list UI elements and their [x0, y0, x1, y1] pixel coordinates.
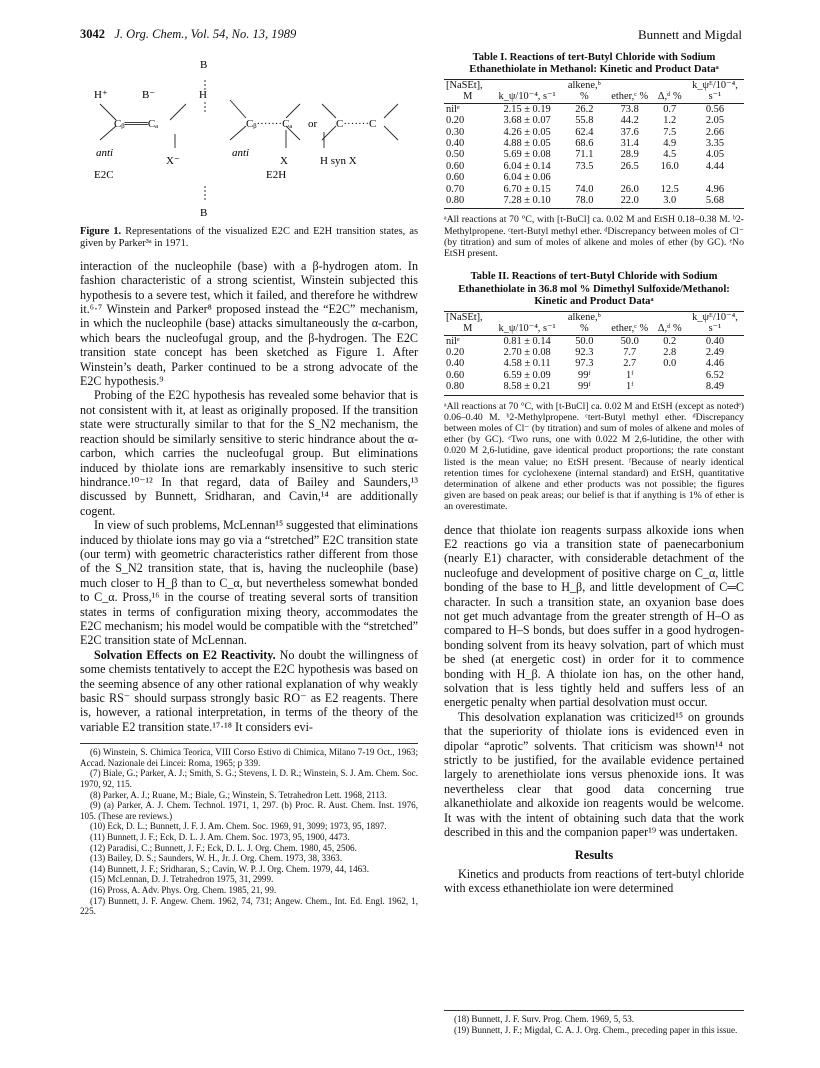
figure-1-drawing	[80, 52, 418, 222]
left-paragraph-1: interaction of the nucleophile (base) with a β-hydrogen atom. In fashion characteristic of a strong scientist, Winstein subjected this hypothesis to a severe test, which it failed, and therefore he withdrew it.⁶·⁷ Winstein and Parker⁸ proposed instead the “E2C” mechanism, in which the nucleophile (base) attacks simultaneously the α-carbon, which bears the nucleofugal group, and the β-hydrogen. The E2C transition state concept has been sketched as Figure 1. After Winstein’s death, Parker continued to be a strong advocate of the E2C hypothesis.⁹	[80, 258, 418, 389]
table-cell: 2.15 ± 0.19	[503, 103, 551, 115]
table-cell	[654, 381, 686, 395]
table-1-header: s⁻¹	[686, 91, 744, 103]
table-cell: 78.0	[563, 195, 606, 209]
table-1-header: [NaSEt],	[444, 79, 491, 91]
running-header	[80, 27, 742, 43]
table-cell: 4.05	[705, 149, 725, 161]
table-cell: 99ᶠ	[563, 381, 606, 395]
table-cell: 0.20	[446, 115, 465, 127]
left-paragraph-3: In view of such problems, McLennan¹⁵ suggested that eliminations induced by thiolate ions may go via a “stretched” E2C transition state (our term) with geometric characteristics rather different from those of the S_N2 transition state, that is, having the nucleophile (base) much closer to H_β than to C_α, but nevertheless somewhat bonded to C_α. Pross,¹⁶ in the course of treating several sorts of transition states in terms of configuration mixing theory, accommodates the E2C mechanism; his model would be compatible with the “stretched” E2C transition state of McLennan.	[80, 518, 418, 648]
table-cell: 0.7	[663, 103, 677, 115]
figure-1-caption-text: Representations of the visualized E2C and E2H transition states, as given by Parker³ᵃ in 1971.	[80, 226, 418, 250]
table-row	[444, 335, 744, 347]
table-cell: 99ᶠ	[578, 369, 591, 381]
table-cell: 22.0	[606, 195, 654, 209]
reference-item: (9) (a) Parker, A. J. Chem. Technol. 1971, 1, 297. (b) Proc. R. Aust. Chem. Inst. 1976, 105. (These are reviews.)	[80, 800, 418, 821]
table-cell: 1ᶠ	[626, 369, 634, 381]
table-cell: 4.26 ± 0.05	[503, 126, 551, 138]
table-cell: 7.7	[623, 346, 637, 358]
table-cell: 0.40	[446, 358, 465, 370]
table-2-header	[654, 311, 686, 323]
table-row	[444, 161, 744, 172]
table-cell: 0.50	[446, 149, 465, 161]
table-cell: nilᵉ	[446, 103, 460, 115]
table-cell: 4.44	[705, 160, 725, 172]
journal-citation: J. Org. Chem., Vol. 54, No. 13, 1989	[114, 27, 297, 41]
results-heading: Results	[574, 847, 614, 862]
table-row	[444, 103, 744, 115]
figure-1	[80, 52, 418, 222]
reference-item: (8) Parker, A. J.; Ruane, M.; Biale, G.; Winstein, S. Tetrahedron Lett. 1968, 2113.	[90, 789, 387, 800]
table-2-header: %	[563, 323, 606, 335]
table-row	[444, 184, 744, 195]
reference-item: (11) Bunnett, J. F.; Eck, D. L. J. Am. Chem. Soc. 1973, 95, 1900, 4473.	[90, 831, 350, 842]
table-cell: 4.46	[705, 358, 725, 370]
figure-1-caption	[80, 226, 418, 251]
table-cell: 2.49	[705, 346, 725, 358]
table-cell: 26.0	[620, 183, 639, 195]
fig-label-c-c: C·······C	[336, 118, 377, 130]
table-cell: 0.81 ± 0.14	[503, 335, 551, 347]
table-2-header: [NaSEt],	[444, 311, 491, 323]
table-1-header: k_ψ/10⁻⁴, s⁻¹	[491, 91, 562, 103]
reference-item: (10) Eck, D. L.; Bunnett, J. F. J. Am. Chem. Soc. 1969, 91, 3099; 1973, 95, 1897.	[90, 821, 387, 832]
reference-item: (18) Bunnett, J. F. Surv. Prog. Chem. 1969, 5, 53.	[454, 1014, 635, 1024]
table-cell: 26.5	[620, 160, 639, 172]
table-cell: 26.2	[575, 103, 594, 115]
table-row	[444, 347, 744, 358]
table-2-title: Table II. Reactions of tert-Butyl Chloride with Sodium Ethanethiolate in 36.8 mol % Dimethyl Sulfoxide/Methanol: Kinetic and Product Dataᵃ	[458, 271, 730, 308]
table-cell: 2.66	[705, 126, 725, 138]
figure-1-caption-label: Figure 1.	[80, 226, 122, 237]
table-cell: 6.04 ± 0.06	[503, 172, 551, 184]
left-paragraph-2: Probing of the E2C hypothesis has revealed some behavior that is not consistent with it, at least as originally proposed. If the transition state were structurally similar to that for the S_N2 mechanism, the reaction should be similarly sensitive to steric hindrance about the α-carbon, which carries the nucleofugal group. But eliminations induced by thiolate ions are remarkably insensitive to such steric hindrance.¹⁰⁻¹² In that regard, data of Bailey and Saunders,¹³ discussed by Bunnett, Sridharan, and Cavin,¹⁴ are additionally cogent.	[80, 388, 418, 518]
table-row	[444, 172, 744, 183]
fig-label-or: or	[308, 118, 318, 130]
table-1-header	[654, 79, 686, 91]
table-2-body	[444, 335, 744, 395]
table-cell: 50.0	[620, 335, 639, 347]
table-cell: 8.58 ± 0.21	[491, 381, 562, 395]
fig-label-h-plus: H⁺	[94, 89, 108, 101]
table-cell: 74.0	[575, 183, 594, 195]
table-1-header: Δ,ᵈ %	[654, 91, 686, 103]
table-cell: 0.80	[444, 381, 491, 395]
table-row	[444, 358, 744, 369]
reference-item: (16) Pross, A. Adv. Phys. Org. Chem. 1985, 21, 99.	[90, 884, 277, 895]
table-cell: 7.28 ± 0.10	[491, 195, 562, 209]
table-cell: 2.8	[663, 346, 677, 358]
table-row	[444, 195, 744, 209]
table-1-header: k_ψᴱ/10⁻⁴,	[686, 79, 744, 91]
table-2-header	[491, 311, 562, 323]
table-cell: 28.9	[620, 149, 639, 161]
table-cell: nilᵉ	[446, 335, 460, 347]
fig-label-cb-ca-double: Cᵦ═══Cₐ	[114, 118, 159, 130]
table-cell: 55.8	[575, 115, 594, 127]
table-cell: 0.40	[446, 138, 465, 150]
table-cell: 8.49	[686, 381, 744, 395]
table-cell: 73.5	[575, 160, 594, 172]
table-1-body	[444, 103, 744, 209]
table-cell: 0.56	[705, 103, 725, 115]
table-cell: 3.0	[654, 195, 686, 209]
left-references	[80, 743, 418, 917]
table-1-header: M	[444, 91, 491, 103]
table-cell: 3.68 ± 0.07	[503, 115, 551, 127]
table-cell: 44.2	[620, 115, 639, 127]
reference-item: (17) Bunnett, J. F. Angew. Chem. 1962, 74, 731; Angew. Chem., Int. Ed. Engl. 1962, 1, 225.	[80, 895, 418, 917]
table-cell	[606, 172, 654, 183]
fig-label-h-top: H	[199, 89, 207, 101]
table-2-header: k_ψᴱ/10⁻⁴,	[686, 311, 744, 323]
table-2-header: Δ,ᵈ %	[654, 323, 686, 335]
fig-label-h-syn-x: H syn X	[320, 155, 357, 167]
table-cell: 4.5	[663, 149, 677, 161]
fig-label-b-top: B	[200, 59, 208, 71]
table-cell: 12.5	[660, 183, 679, 195]
table-cell: 6.04 ± 0.14	[503, 160, 551, 172]
table-cell: 62.4	[575, 126, 594, 138]
table-cell: 2.70 ± 0.08	[503, 346, 551, 358]
reference-item: (14) Bunnett, J. F.; Sridharan, S.; Cavin, W. P. J. Org. Chem. 1979, 44, 1463.	[90, 863, 369, 874]
fig-label-x: X	[280, 155, 288, 167]
table-cell: 0.20	[446, 346, 465, 358]
table-cell: 0.60	[446, 172, 465, 184]
fig-label-x-minus: X⁻	[166, 155, 180, 167]
left-column	[80, 52, 418, 917]
table-1-header	[606, 79, 654, 91]
table-cell: 0.40	[705, 335, 725, 347]
table-cell: 4.58 ± 0.11	[503, 358, 551, 370]
table-2-header: s⁻¹	[686, 323, 744, 335]
left-paragraph-4	[80, 648, 418, 734]
right-references	[444, 1010, 744, 1035]
table-cell: 5.69 ± 0.08	[503, 149, 551, 161]
table-1	[444, 79, 744, 210]
table-cell: 73.8	[620, 103, 639, 115]
table-cell: 0.30	[446, 126, 465, 138]
table-row	[444, 138, 744, 149]
table-row	[444, 381, 744, 395]
table-2-header: M	[444, 323, 491, 335]
table-cell: 7.5	[663, 126, 677, 138]
section-heading-solvation: Solvation Effects on E2 Reactivity.	[94, 647, 276, 662]
table-cell: 31.4	[620, 138, 639, 150]
table-cell: 0.2	[663, 335, 677, 347]
table-cell	[563, 172, 606, 183]
table-cell: 3.35	[705, 138, 725, 150]
table-cell: 16.0	[660, 160, 679, 172]
table-2-notes: ᵃAll reactions at 70 °C, with [t-BuCl] ca. 0.02 M and EtSH (except as notedᵉ) 0.06–0.40 M. ᵇ2-Methylpropene. ᶜtert-Butyl methyl ether. ᵈDiscrepancy between moles of Cl⁻ (by titration) and sum of moles of alkene and moles of ether (by GC). ᵉTwo runs, one with 0.022 M 2,6-lutidine, the other with 0.020 M 2,6-lutidine, gave identical product proportions; the rate constant listed is the mean value; no EtSH present. ᶠBecause of nearly identical retention times for cyclohexene (internal standard) and EtSH, quantitative determination of alkene and ether products was not possible; the figures given are based on peak areas; our belief is that if anything is 1% of ether is an overestimate.	[444, 400, 744, 513]
table-cell: 97.3	[575, 358, 594, 370]
table-1-notes: ᵃAll reactions at 70 °C, with [t-BuCl] ca. 0.02 M and EtSH 0.18–0.38 M. ᵇ2-Methylpropene. ᶜtert-Butyl methyl ether. ᵈDiscrepancy between moles of Cl⁻ (by titration) and sum of moles of alkene and moles of ether (by GC). ᵉNo EtSH present.	[444, 214, 744, 260]
right-paragraph-1: dence that thiolate ion reagents surpass alkoxide ions when E2 reactions go via a transition state of paenecarbonium (nearly E1) character, with considerable detachment of the nucleofuge and development of positive charge on C_α, little bonding of the base to H_β, and little development of C═C character. In such a transition state, an oxyanion base does not get much advantage from the greater strength of H–O as compared to H–S bonds, but does suffer in a good hydrogen-bonding solvent from its heavy solvation, part of which must be shed (at energetic cost) in order for it to commence bonding with H_β. A thiolate ion has, on the other hand, solvation that is less tightly held and suffers less of an energetic penalty when partial desolvation must occur.	[444, 522, 744, 710]
table-cell: 71.1	[575, 149, 594, 161]
table-cell: 37.6	[620, 126, 639, 138]
table-row	[444, 115, 744, 126]
right-column	[444, 52, 744, 895]
table-2-header: alkene,ᵇ	[563, 311, 606, 323]
reference-item: (12) Paradisi, C.; Bunnett, J. F.; Eck, D. L. J. Org. Chem. 1980, 45, 2506.	[90, 842, 357, 853]
table-cell: 4.96	[705, 183, 725, 195]
right-paragraph-2: This desolvation explanation was criticized¹⁵ on grounds that the superiority of thiolate ions is evidenced even in dipolar “aprotic” solvents. That criticism was shown¹⁴ not strictly to be justified, for the available evidence pertained largely to arenethiolate ions versus phenoxide ions. It was nevertheless clear that good data concerning true alkanethiolate and alkoxide ion reagents would be welcome. It was with the intent of obtaining such data that the work described in this and the companion paper¹⁹ was undertaken.	[444, 709, 744, 840]
table-cell: 6.59 ± 0.09	[503, 369, 551, 381]
table-1-header: alkene,ᵇ	[563, 79, 606, 91]
table-1-title: Table I. Reactions of tert-Butyl Chloride with Sodium Ethanethiolate in Methanol: Kinetic and Product Dataᵃ	[469, 52, 719, 76]
fig-label-e2h: E2H	[266, 169, 287, 181]
table-cell: 5.68	[686, 195, 744, 209]
table-cell: 0.60	[446, 160, 465, 172]
table-cell: 1.2	[663, 115, 677, 127]
table-row	[444, 149, 744, 160]
table-cell: 0.70	[446, 183, 465, 195]
reference-item: (6) Winstein, S. Chimica Teorica, VIII Corso Estivo di Chimica, Milano 7-19 Oct., 1963; Accad. Nazionale dei Lincei: Roma, 1965; p 339.	[80, 747, 418, 768]
page-number: 3042	[80, 27, 105, 41]
table-cell	[686, 172, 744, 183]
table-cell	[654, 370, 686, 381]
table-cell: 6.70 ± 0.15	[503, 183, 551, 195]
fig-label-cb-ca-partial: Cᵦ·······Cₐ	[246, 118, 293, 130]
table-row	[444, 127, 744, 138]
table-1-header: %	[563, 91, 606, 103]
reference-item: (13) Bailey, D. S.; Saunders, W. H., Jr. J. Org. Chem. 1973, 38, 3363.	[90, 853, 343, 864]
table-2	[444, 311, 744, 396]
table-1-header	[491, 79, 562, 91]
table-cell: 92.3	[575, 346, 594, 358]
fig-label-anti-1: anti	[96, 147, 114, 159]
fig-label-e2c: E2C	[94, 169, 114, 181]
table-2-header: k_ψ/10⁻⁴, s⁻¹	[491, 323, 562, 335]
table-cell: 0.60	[446, 369, 465, 381]
table-cell: 4.88 ± 0.05	[503, 138, 551, 150]
reference-item: (19) Bunnett, J. F.; Migdal, C. A. J. Org. Chem., preceding paper in this issue.	[454, 1024, 738, 1035]
table-cell: 1ᶠ	[606, 381, 654, 395]
table-1-header: ether,ᶜ %	[606, 91, 654, 103]
left-paragraph-4-text: No doubt the willingness of some chemists tentatively to accept the E2C hypothesis was based on the seeming absence of any other rational explanation of why weakly basic RS⁻ should surpass strongly basic RO⁻ as E2 reagents. There is, however, a rational interpretation, in terms of the theory of the variable E2 transition state.¹⁷·¹⁸ It considers evi-	[80, 647, 418, 734]
table-cell: 50.0	[575, 335, 594, 347]
table-row	[444, 370, 744, 381]
table-cell: 4.9	[663, 138, 677, 150]
reference-item: (15) McLennan, D. J. Tetrahedron 1975, 31, 2999.	[90, 874, 274, 885]
table-cell: 68.6	[575, 138, 594, 150]
table-cell: 6.52	[705, 369, 725, 381]
table-cell: 2.7	[623, 358, 637, 370]
running-authors: Bunnett and Migdal	[638, 27, 742, 42]
reference-item: (7) Biale, G.; Parker, A. J.; Smith, S. G.; Stevens, I. D. R.; Winstein, S. J. Am. Chem. Soc. 1970, 92, 115.	[80, 768, 418, 789]
fig-label-b-minus: B⁻	[142, 89, 156, 101]
table-2-header	[606, 311, 654, 323]
table-cell: 0.80	[444, 195, 491, 209]
right-paragraph-3: Kinetics and products from reactions of tert-butyl chloride with excess ethanethiolate ion were determined	[444, 866, 744, 895]
table-2-header: ether,ᶜ %	[606, 323, 654, 335]
fig-label-anti-2: anti	[232, 147, 250, 159]
table-cell	[654, 172, 686, 183]
fig-label-b-bottom: B	[200, 207, 208, 219]
table-cell: 2.05	[705, 115, 725, 127]
table-cell: 0.0	[663, 358, 677, 370]
